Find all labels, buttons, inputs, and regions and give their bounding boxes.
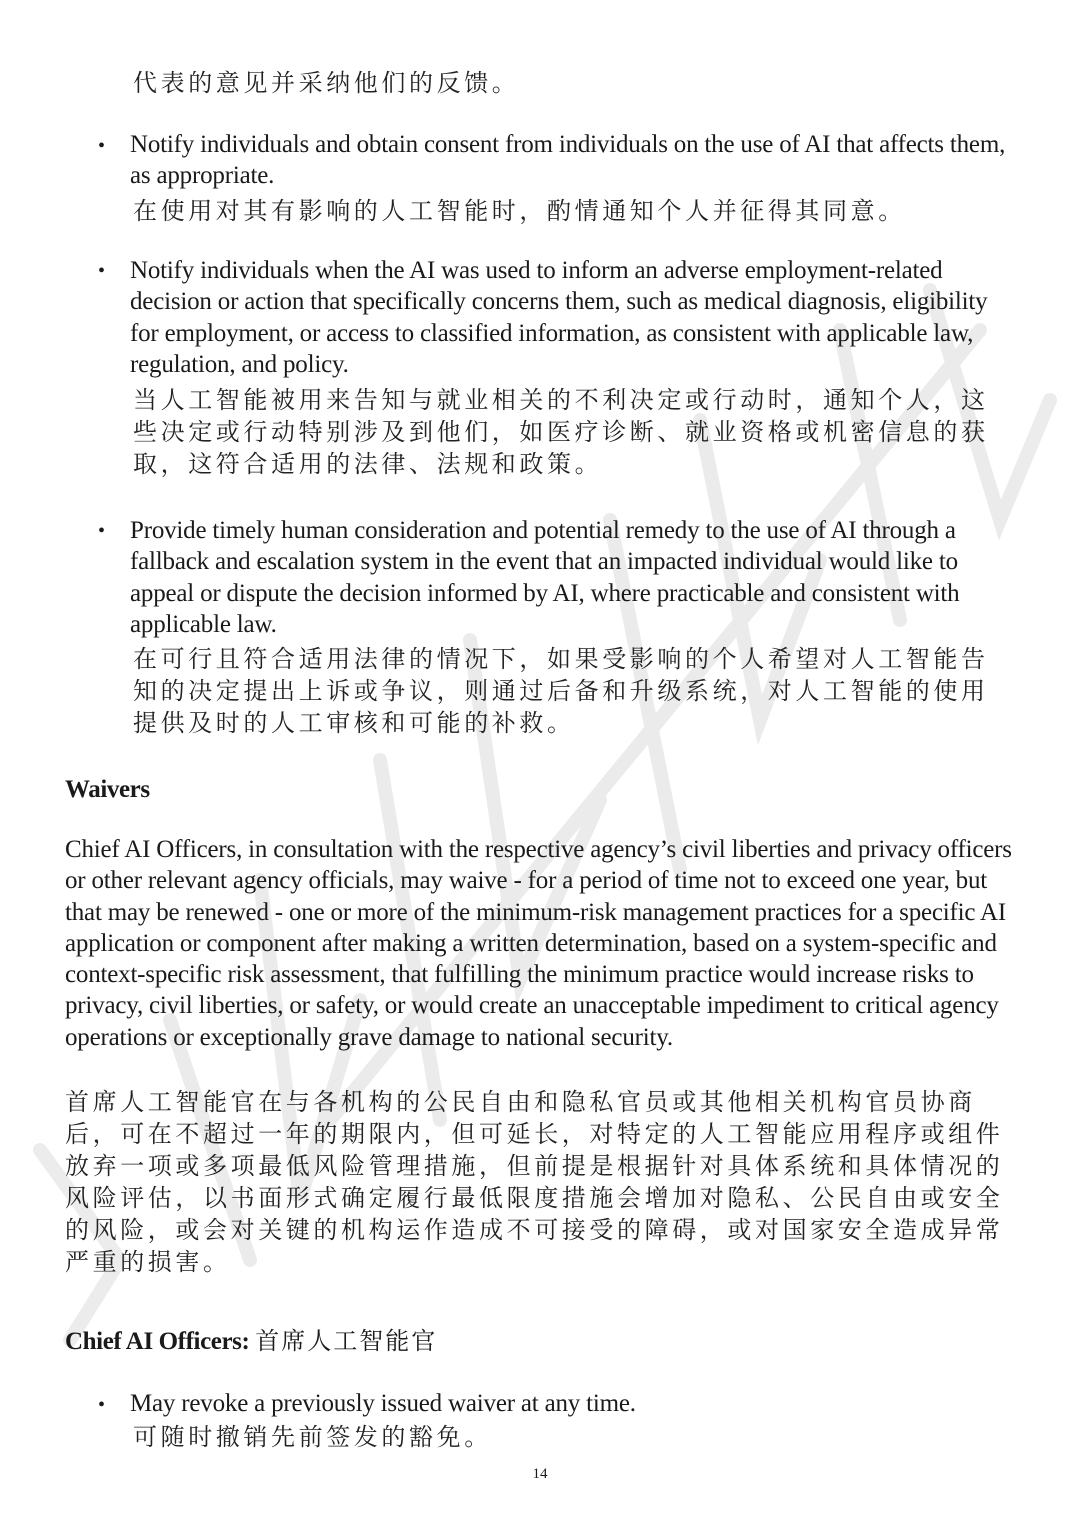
caio-heading-en: Chief AI Officers: — [65, 1328, 250, 1355]
bullet-1-zh: 在使用对其有影响的人工智能时，酌情通知个人并征得其同意。 — [133, 197, 906, 225]
caio-bullet-en: May revoke a previously issued waiver at any time. — [130, 1390, 636, 1417]
bullet-1-en: Notify individuals and obtain consent from individuals on the use of AI that affects them, as appropriate. — [130, 131, 1006, 190]
bullet-marker: • — [98, 1394, 106, 1416]
bullet-marker: • — [98, 520, 106, 542]
bullet-3-zh: 在可行且符合适用法律的情况下，如果受影响的个人希望对人工智能告知的决定提出上诉或争议，则通过后备和升级系统，对人工智能的使用提供及时的人工审核和可能的补救。 — [133, 645, 989, 737]
waivers-paragraph-en: Chief AI Officers, in consultation with the respective agency’s civil liberties and privacy officers or other relevant agency officials, may waive - for a period of time not to exceed one year, but that may be renewed - one or more of the minimum-risk management practices for a specific AI application or component after making a written determination, based on a system-specific and context-specific risk assessment, that fulfilling the minimum practice would increase risks to privacy, civil liberties, or safety, or would create an unacceptable impediment to critical agency operations or exceptionally grave damage to national security. — [65, 836, 1012, 1051]
bullet-3-en: Provide timely human consideration and potential remedy to the use of AI through a fallback and escalation system in the event that an impacted individual would like to appeal or dispute the decision informed by AI, where practicable and consistent with applicable law. — [130, 517, 960, 638]
caio-heading-zh: 首席人工智能官 — [255, 1327, 438, 1355]
page-number: 14 — [532, 1466, 548, 1482]
bullet-marker: • — [98, 260, 106, 282]
bullet-2-en: Notify individuals when the AI was used to inform an adverse employment-related decision or action that specifically concerns them, such as medical diagnosis, eligibility for employment, or access to classified information, as consistent with applicable law, regulation, and policy. — [130, 257, 988, 378]
bullet-marker: • — [98, 135, 106, 157]
intro-zh-tail: 代表的意见并采纳他们的反馈。 — [133, 69, 520, 97]
bullet-2-zh: 当人工智能被用来告知与就业相关的不利决定或行动时，通知个人，这些决定或行动特别涉及到他们，如医疗诊断、就业资格或机密信息的获取，这符合适用的法律、法规和政策。 — [133, 386, 989, 478]
caio-bullet-zh: 可随时撤销先前签发的豁免。 — [133, 1423, 492, 1451]
waivers-paragraph-zh: 首席人工智能官在与各机构的公民自由和隐私官员或其他相关机构官员协商后，可在不超过一年的期限内，但可延长，对特定的人工智能应用程序或组件放弃一项或多项最低风险管理措施，但前提是根据针对具体系统和具体情况的风险评估，以书面形式确定履行最低限度措施会增加对隐私、公民自由或安全的风险，或会对关键的机构运作造成不可接受的障碍，或对国家安全造成异常严重的损害。 — [65, 1088, 1004, 1276]
section-heading-caio — [65, 1326, 437, 1357]
section-heading-waivers: Waivers — [65, 776, 150, 803]
